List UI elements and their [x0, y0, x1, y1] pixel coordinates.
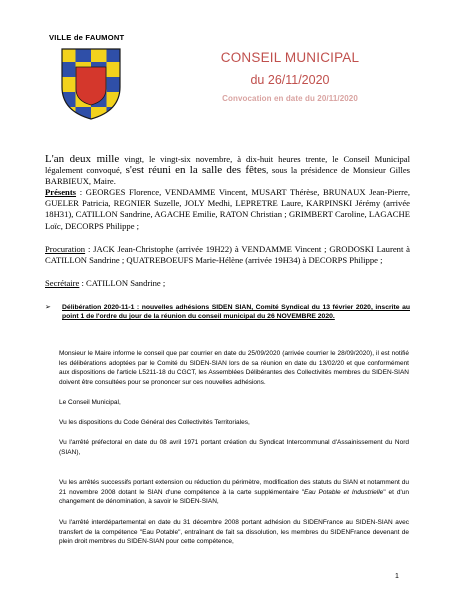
secretaire-label: Secrétaire — [45, 278, 80, 288]
convocation-date: Convocation en date du 20/11/2020 — [222, 94, 358, 103]
body-paragraph-6: Vu l'arrêté interdépartemental en date du 31 décembre 2008 portant adhésion du SIDENFrance au SIDEN-SIAN avec transfert de la compétence "Eau Potable", entraînant de fait sa dissolution, les membres du SIDENFrance devenant de plein droit membres du SIDEN-SIAN pour cette compétence, — [59, 519, 409, 545]
secretaire-paragraph — [45, 278, 410, 289]
presents-label: Présents — [45, 187, 77, 197]
intro-paragraph — [45, 154, 410, 188]
body-p5-b: " et d'un changement de dénomination, à savoir le SIDEN-SIAN, — [59, 488, 409, 505]
body-paragraph-2: Le Conseil Municipal, — [59, 399, 121, 406]
procuration-label: Procuration — [45, 244, 86, 254]
body-paragraph-5 — [59, 478, 409, 507]
presents-text: : GEORGES Florence, VENDAMME Vincent, MUSART Thérèse, BRUNAUX Jean-Pierre, GUELER Patricia, REGNIER Suzelle, JOLY Medhi, LEPRETRE Laure, KARPINSKI Jérémy (arrivée 18H31), CATILLON Sandrine, AGACHE Emilie, RATON Christian ; GRIMBERT Caroline, LAGACHE Loïc, DECORPS Philippe ; — [45, 187, 410, 231]
town-name: VILLE de FAUMONT — [49, 33, 125, 42]
intro-lead: L'an deux mille — [45, 153, 120, 165]
body-paragraph-3: Vu les dispositions du Code Général des Collectivités Territoriales, — [59, 419, 250, 426]
body-paragraph-1: Monsieur le Maire informe le conseil que par courrier en date du 25/09/2020 (arrivée courrier le 28/09/2020), il est notifié les délibérations adoptées par le Comité du SIDEN-SIAN lors de sa réunion en date du 13/02/20 et que conformément aux dispositions de l'article L5211-18 du CGCT, les Assemblées Délibérantes des Collectivités membres du SIDEN-SIAN doivent être consultées pour se prononcer sur ces nouvelles adhésions. — [59, 350, 409, 386]
body-p5-italic: Eau Potable et Industrielle — [304, 488, 384, 496]
page-number: 1 — [395, 573, 399, 580]
body-paragraph-4: Vu l'arrêté préfectoral en date du 08 avril 1971 portant création du Syndicat Intercommunal d'Assainissement du Nord (SIAN), — [59, 439, 409, 456]
body-p5-a: Vu les arrêtés successifs portant extension ou réduction du périmètre, modification des statuts du SIAN et notamment du 21 novembre 2008 dotant le SIAN d'une compétence à la carte supplémentaire " — [59, 479, 409, 496]
procuration-text: : JACK Jean-Christophe (arrivée 19H22) à VENDAMME Vincent ; GRODOSKI Laurent à CATILLON Sandrine ; QUATREBOEUFS Marie-Hélène (arrivée 19H34) à DECORPS Philippe ; — [45, 244, 410, 266]
deliberation-heading — [45, 303, 410, 321]
meeting-date: du 26/11/2020 — [250, 73, 330, 87]
intro-text-2: , sous la présidence de Monsieur Gilles BARBIEUX, Maire. — [45, 165, 410, 187]
page-title: CONSEIL MUNICIPAL — [220, 50, 360, 65]
secretaire-text: : CATILLON Sandrine ; — [79, 278, 166, 288]
presents-paragraph — [45, 187, 410, 232]
arrow-bullet-icon: ➢ — [45, 304, 51, 311]
intro-text-1: vingt, le vingt-six novembre, à dix-huit heures trente, le Conseil Municipal légalement convoqué, — [45, 154, 410, 176]
intro-highlight: s'est réuni en la salle des fêtes — [125, 164, 267, 177]
deliberation-text: Délibération 2020-11-1 : nouvelles adhésions SIDEN SIAN, Comité Syndical du 13 février 2020, inscrite au point 1 de l'ordre du jour de la réunion du conseil municipal du 26 NOVEMBRE 2020. — [62, 304, 410, 321]
procuration-paragraph — [45, 244, 410, 266]
town-crest-logo — [60, 47, 122, 121]
